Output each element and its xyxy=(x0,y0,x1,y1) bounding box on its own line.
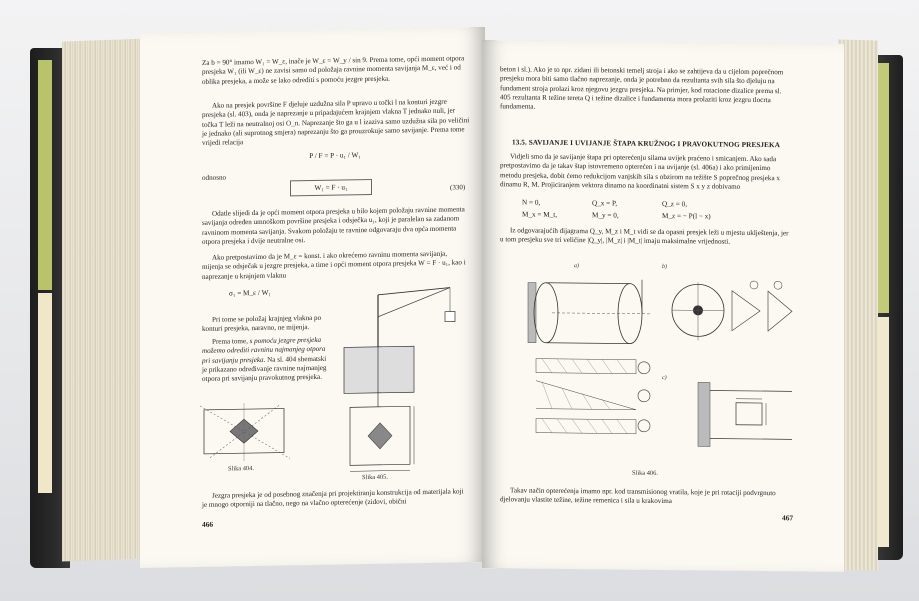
eq-n: N = 0, xyxy=(522,198,541,207)
formula-w-equals-fu: W₁ = F · u₁ xyxy=(290,179,372,196)
left-paragraph-5: Pri tome se položaj krajnjeg vlakna po konturi presjeka, naravno, ne mijenja. xyxy=(202,313,322,334)
right-page-number: 467 xyxy=(782,513,794,523)
left-paragraph-4: Ako pretpostavimo da je M_ε = konst. i ako okrećemo ravninu momenta savijanja, mijenja se odsječak u jezgre presjeka, a time i opći moment otpora presjeka W = F · u₁, kao i naprezanje u krajnjem vlaknu xyxy=(202,249,466,281)
caption-figure-404: Slika 404. xyxy=(228,465,254,473)
left-page-number: 466 xyxy=(202,519,214,529)
eq-qx: Q_x = P, xyxy=(592,199,618,208)
page-edges-left xyxy=(62,38,150,561)
left-page xyxy=(140,27,485,568)
right-paragraph-3: Iz odgovarajućih dijagrama Q_y, M_z i M_t vidi se da opasni presjek leži u mjestu uklještenja, jer u tom presjeku sve tri veličine |Q_y|, |M_z| i |M_t| imaju maksimalne vrijednosti. xyxy=(500,226,789,246)
left-paragraph-3: Odatle slijedi da je opći moment otpora presjeka u bilo kojem položaju ravnine momenta savijanja određen umnoškom površine presjeka i odsječka u₁, koji je paralelan sa zadanom ravninom momenta savijanja. Svakom položaju te ravnine odgovaraju dva opća momenta otpora presjeka i dvije neutralne osi. xyxy=(202,205,465,246)
figure-406-label-a: a) xyxy=(574,263,579,270)
figure-405-crane-foundation xyxy=(330,285,470,477)
eq-my: M_y = 0, xyxy=(592,211,619,220)
formula-p-over-f: P / F = P · u₁ / W₁ xyxy=(309,151,361,161)
left-paragraph-7: Jezgra presjeka je od posebnog značenja pri projektiranju konstrukcija od materijala koji je mnogo otporniji na tlačno, nego na vlačno opterećenje (zidovi, obični xyxy=(202,487,464,510)
figure-406-label-b: b) xyxy=(662,263,667,271)
figure-406-torsion-bending xyxy=(522,269,822,472)
right-paragraph-1: beton i sl.). Ako je to npr. zidani ili betonski temelj stroja i ako se zahtijeva da u cijelom poprečnom presjeku mora biti samo tlačno naprezanje, onda je potrebno da rezultanta svih sila što djeluju na fundament stroja prolazi kroz njegovu jezgru presjeka. Na primjer, kod rotacione dizalice prema sl. 405 rezultanta R težine tereta Q i težine dizalice i fundamenta mora prolaziti kroz jezgru tlocrta fundamenta. xyxy=(500,65,784,111)
eq-mz: M_z = − P(l − x) xyxy=(662,211,711,221)
caption-figure-405: Slika 405. xyxy=(362,473,388,482)
section-heading: 13.5. SAVIJANJE I UVIJANJE ŠTAPA KRUŽNOG I PRAVOKUTNOG PRESJEKA xyxy=(512,138,780,150)
right-paragraph-2: Vidjeli smo da je savijanje štapa pri opterećenju silama uvijek praćeno i smicanjem. Ako sada pretpostavimo da je takav štap istovremeno opterećen i na uvijanje (sl. 406a) i ako primijenimo metodu presjeka, dobit ćemo redukcijom vanjskih sila s obzirom na težište S poprečnog presjeka x dinamu R, M. Projiciranjem vektora dinamo na koordinatni sistem S x y z dobivamo xyxy=(500,152,780,191)
right-paragraph-4: Takav način opterećenja imamo npr. kod transmisionog vratila, koje je pri rotaciji podvrgnuto djelovanju vlastite težine, težine remenica i sila u krakovima xyxy=(500,486,776,506)
caption-figure-406: Slika 406. xyxy=(632,469,658,477)
figure-406-label-c: c) xyxy=(662,374,667,382)
left-paragraph-1: Za b = 90° imamo W₁ = W_ε, inače je W_ε = W_y / sin 9. Prema tome, opći moment otpora presjeka W₁ (ili W_ε) ne zavisi samo od položaja ravnine momenta savijanja M_ε, već i od oblika presjeka, a može se lako odrediti s pomoću jezgre presjeka. xyxy=(202,54,465,86)
left-paragraph-2: Ako na presjek površine F djeluje uzdužna sila P upravo u točki l na konturi jezgre presjeka (sl. 403), onda je naprezanje u pripadajućem krajnjem vlakna T jednako nuli, jer točka T leži na neutralnoj osi O_n. Naprezanje što ga u l izaziva samo uzdužna sila po veličini je jednako (ali suprotnog smjera) naprezanju što ga prouzrokuje samo savijanje. Prema tome vrijedi relacija xyxy=(202,97,470,148)
formula-sigma: σ₁ = M_ε / W₁ xyxy=(229,288,271,298)
page-edges-right xyxy=(838,39,878,570)
equation-number: (330) xyxy=(450,183,466,192)
right-page xyxy=(482,40,844,572)
label-odnosno: odnosno xyxy=(202,173,227,182)
eq-qz: Q_z = 0, xyxy=(662,199,688,209)
figure-404-core-diagram xyxy=(200,402,290,464)
left-paragraph-6: Prema tome, s pomoću jezgre presjeka možemo odrediti ravninu najmanjeg otpora pri savijanju presjeka. Na sl. 404 shematski je prikazano određivanje ravnine najmanjeg otpora pri savijanju pravokutnog presjeka. xyxy=(202,335,327,384)
eq-mx: M_x = M_t, xyxy=(522,210,558,219)
